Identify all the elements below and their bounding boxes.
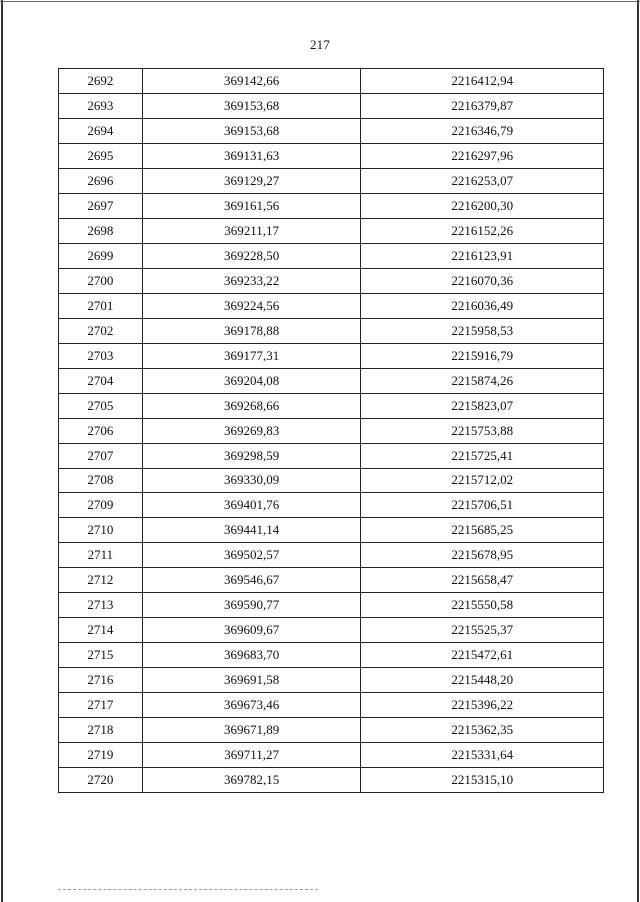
y-coordinate-cell: 2215685,25 (361, 518, 604, 543)
table-row (59, 693, 604, 718)
x-coordinate-cell: 369683,70 (142, 643, 361, 668)
table-row (59, 69, 604, 94)
table-row (59, 718, 604, 743)
y-coordinate-cell: 2216123,91 (361, 243, 604, 268)
table-row (59, 293, 604, 318)
y-coordinate-cell: 2215678,95 (361, 543, 604, 568)
x-coordinate-cell: 369178,88 (142, 318, 361, 343)
x-coordinate-cell: 369671,89 (142, 718, 361, 743)
x-coordinate-cell: 369441,14 (142, 518, 361, 543)
x-coordinate-cell: 369609,67 (142, 618, 361, 643)
y-coordinate-cell: 2215753,88 (361, 418, 604, 443)
point-number-cell: 2715 (59, 643, 143, 668)
y-coordinate-cell: 2216070,36 (361, 268, 604, 293)
table-row (59, 343, 604, 368)
y-coordinate-cell: 2216297,96 (361, 143, 604, 168)
table-row (59, 318, 604, 343)
x-coordinate-cell: 369268,66 (142, 393, 361, 418)
y-coordinate-cell: 2215712,02 (361, 468, 604, 493)
x-coordinate-cell: 369401,76 (142, 493, 361, 518)
x-coordinate-cell: 369546,67 (142, 568, 361, 593)
point-number-cell: 2700 (59, 268, 143, 293)
x-coordinate-cell: 369269,83 (142, 418, 361, 443)
point-number-cell: 2693 (59, 93, 143, 118)
point-number-cell: 2707 (59, 443, 143, 468)
table-row (59, 468, 604, 493)
point-number-cell: 2694 (59, 118, 143, 143)
table-row (59, 118, 604, 143)
page-edge-top (0, 1, 640, 2)
y-coordinate-cell: 2215525,37 (361, 618, 604, 643)
y-coordinate-cell: 2216379,87 (361, 93, 604, 118)
page-edge-left (1, 0, 3, 902)
table-row (59, 218, 604, 243)
y-coordinate-cell: 2215472,61 (361, 643, 604, 668)
x-coordinate-cell: 369691,58 (142, 668, 361, 693)
y-coordinate-cell: 2215874,26 (361, 368, 604, 393)
y-coordinate-cell: 2215315,10 (361, 768, 604, 793)
table-row (59, 743, 604, 768)
point-number-cell: 2717 (59, 693, 143, 718)
point-number-cell: 2718 (59, 718, 143, 743)
table-row (59, 543, 604, 568)
x-coordinate-cell: 369782,15 (142, 768, 361, 793)
point-number-cell: 2706 (59, 418, 143, 443)
y-coordinate-cell: 2215658,47 (361, 568, 604, 593)
table-row (59, 168, 604, 193)
point-number-cell: 2712 (59, 568, 143, 593)
x-coordinate-cell: 369142,66 (142, 69, 361, 94)
table-row (59, 368, 604, 393)
table-row (59, 268, 604, 293)
y-coordinate-cell: 2216036,49 (361, 293, 604, 318)
x-coordinate-cell: 369129,27 (142, 168, 361, 193)
page-edge-right (637, 0, 639, 902)
y-coordinate-cell: 2216346,79 (361, 118, 604, 143)
point-number-cell: 2697 (59, 193, 143, 218)
y-coordinate-cell: 2215725,41 (361, 443, 604, 468)
table-row (59, 493, 604, 518)
point-number-cell: 2720 (59, 768, 143, 793)
table-row (59, 93, 604, 118)
point-number-cell: 2704 (59, 368, 143, 393)
point-number-cell: 2703 (59, 343, 143, 368)
y-coordinate-cell: 2216412,94 (361, 69, 604, 94)
y-coordinate-cell: 2215550,58 (361, 593, 604, 618)
y-coordinate-cell: 2215331,64 (361, 743, 604, 768)
x-coordinate-cell: 369711,27 (142, 743, 361, 768)
table-row (59, 143, 604, 168)
y-coordinate-cell: 2215706,51 (361, 493, 604, 518)
point-number-cell: 2696 (59, 168, 143, 193)
table-row (59, 618, 604, 643)
y-coordinate-cell: 2215448,20 (361, 668, 604, 693)
point-number-cell: 2698 (59, 218, 143, 243)
x-coordinate-cell: 369228,50 (142, 243, 361, 268)
x-coordinate-cell: 369177,31 (142, 343, 361, 368)
point-number-cell: 2708 (59, 468, 143, 493)
x-coordinate-cell: 369298,59 (142, 443, 361, 468)
point-number-cell: 2705 (59, 393, 143, 418)
point-number-cell: 2714 (59, 618, 143, 643)
x-coordinate-cell: 369673,46 (142, 693, 361, 718)
point-number-cell: 2719 (59, 743, 143, 768)
x-coordinate-cell: 369502,57 (142, 543, 361, 568)
y-coordinate-cell: 2216253,07 (361, 168, 604, 193)
table-row (59, 193, 604, 218)
x-coordinate-cell: 369590,77 (142, 593, 361, 618)
y-coordinate-cell: 2215916,79 (361, 343, 604, 368)
y-coordinate-cell: 2215362,35 (361, 718, 604, 743)
point-number-cell: 2701 (59, 293, 143, 318)
y-coordinate-cell: 2215958,53 (361, 318, 604, 343)
page-number: 217 (309, 37, 331, 52)
y-coordinate-cell: 2215823,07 (361, 393, 604, 418)
point-number-cell: 2695 (59, 143, 143, 168)
y-coordinate-cell: 2216200,30 (361, 193, 604, 218)
y-coordinate-cell: 2216152,26 (361, 218, 604, 243)
point-number-cell: 2713 (59, 593, 143, 618)
point-number-cell: 2711 (59, 543, 143, 568)
point-number-cell: 2710 (59, 518, 143, 543)
table-row (59, 643, 604, 668)
table-row (59, 518, 604, 543)
x-coordinate-cell: 369204,08 (142, 368, 361, 393)
x-coordinate-cell: 369161,56 (142, 193, 361, 218)
y-coordinate-cell: 2215396,22 (361, 693, 604, 718)
table-row (59, 593, 604, 618)
x-coordinate-cell: 369224,56 (142, 293, 361, 318)
bottom-divider (58, 889, 318, 891)
table-row (59, 243, 604, 268)
table-row (59, 568, 604, 593)
coordinates-table (58, 68, 604, 793)
x-coordinate-cell: 369211,17 (142, 218, 361, 243)
point-number-cell: 2709 (59, 493, 143, 518)
table-row (59, 393, 604, 418)
x-coordinate-cell: 369153,68 (142, 118, 361, 143)
coordinates-table-body (59, 69, 604, 793)
point-number-cell: 2699 (59, 243, 143, 268)
x-coordinate-cell: 369131,63 (142, 143, 361, 168)
x-coordinate-cell: 369233,22 (142, 268, 361, 293)
point-number-cell: 2702 (59, 318, 143, 343)
table-row (59, 668, 604, 693)
x-coordinate-cell: 369330,09 (142, 468, 361, 493)
table-row (59, 768, 604, 793)
x-coordinate-cell: 369153,68 (142, 93, 361, 118)
point-number-cell: 2692 (59, 69, 143, 94)
table-row (59, 443, 604, 468)
table-row (59, 418, 604, 443)
point-number-cell: 2716 (59, 668, 143, 693)
